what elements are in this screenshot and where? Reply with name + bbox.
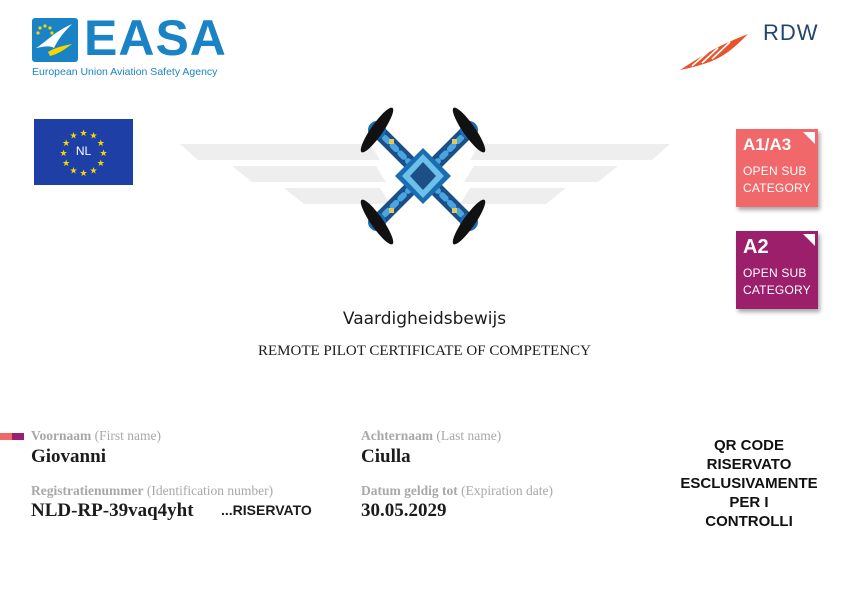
badge-corner-mark — [803, 234, 815, 246]
quadcopter-drone-icon — [340, 92, 506, 260]
eu-flag-icon — [34, 119, 133, 185]
badge-code: A2 — [743, 236, 769, 258]
registration-label — [31, 483, 273, 499]
easa-subtitle: European Union Aviation Safety Agency — [32, 66, 218, 78]
certificate-title-dutch: Vaardigheidsbewijs — [342, 309, 507, 329]
first-name-label-en: (First name) — [94, 428, 162, 443]
expiration-value: 30.05.2029 — [361, 500, 447, 521]
country-code: NL — [75, 144, 92, 158]
svg-text:★: ★ — [79, 129, 88, 139]
accent-stripe-magenta — [12, 433, 24, 440]
registration-label-nl: Registratienummer — [31, 483, 144, 498]
qr-code-note — [662, 436, 836, 531]
last-name-label — [361, 428, 501, 444]
first-name-label — [31, 428, 161, 444]
last-name-label-nl: Achternaam — [361, 428, 433, 443]
certificate-title-english: REMOTE PILOT CERTIFICATE OF COMPETENCY — [257, 343, 591, 359]
svg-text:★: ★ — [96, 159, 105, 169]
badge-line-1: OPEN SUB — [743, 266, 807, 280]
first-name-value: Giovanni — [31, 446, 106, 467]
badge-code: A1/A3 — [743, 135, 792, 154]
svg-text:★: ★ — [59, 149, 68, 159]
rdw-wordmark: RDW — [763, 20, 819, 45]
badge-line-1: OPEN SUB — [743, 164, 807, 178]
svg-text:★: ★ — [69, 131, 78, 142]
badge-a1-a3 — [736, 129, 818, 207]
registration-label-en: (Identification number) — [146, 483, 274, 498]
svg-text:★: ★ — [89, 166, 98, 177]
easa-wordmark: EASA — [84, 10, 227, 66]
svg-text:★: ★ — [99, 149, 108, 159]
easa-bird-icon — [32, 18, 78, 62]
expiration-label — [361, 483, 553, 499]
last-name-label-en: (Last name) — [436, 428, 502, 443]
svg-text:★: ★ — [96, 139, 105, 149]
registration-value: NLD-RP-39vaq4yht — [31, 500, 194, 521]
badge-line-2: CATEGORY — [743, 181, 811, 195]
rdw-logo — [678, 18, 828, 74]
accent-stripe-coral — [0, 433, 12, 440]
badge-corner-mark — [803, 132, 815, 144]
svg-text:★: ★ — [62, 159, 71, 169]
svg-text:★: ★ — [79, 169, 88, 179]
badge-line-2: CATEGORY — [743, 283, 811, 297]
qr-note-line: PER I — [729, 494, 769, 511]
expiration-label-en: (Expiration date) — [461, 483, 553, 498]
badge-a2 — [736, 231, 818, 309]
last-name-value: Ciulla — [361, 446, 411, 467]
expiration-label-nl: Datum geldig tot — [361, 483, 458, 498]
registration-suffix: ...RISERVATO — [221, 502, 312, 518]
easa-logo — [32, 10, 227, 82]
svg-text:★: ★ — [62, 139, 71, 149]
qr-note-line: CONTROLLI — [705, 513, 793, 530]
qr-note-line: QR CODE — [713, 437, 784, 454]
rdw-feather-icon — [678, 30, 752, 72]
qr-note-line: ESCLUSIVAMENTE — [680, 475, 818, 492]
svg-text:★: ★ — [69, 166, 78, 177]
svg-text:★: ★ — [89, 131, 98, 142]
qr-note-line: RISERVATO — [706, 456, 792, 473]
first-name-label-nl: Voornaam — [31, 428, 92, 443]
